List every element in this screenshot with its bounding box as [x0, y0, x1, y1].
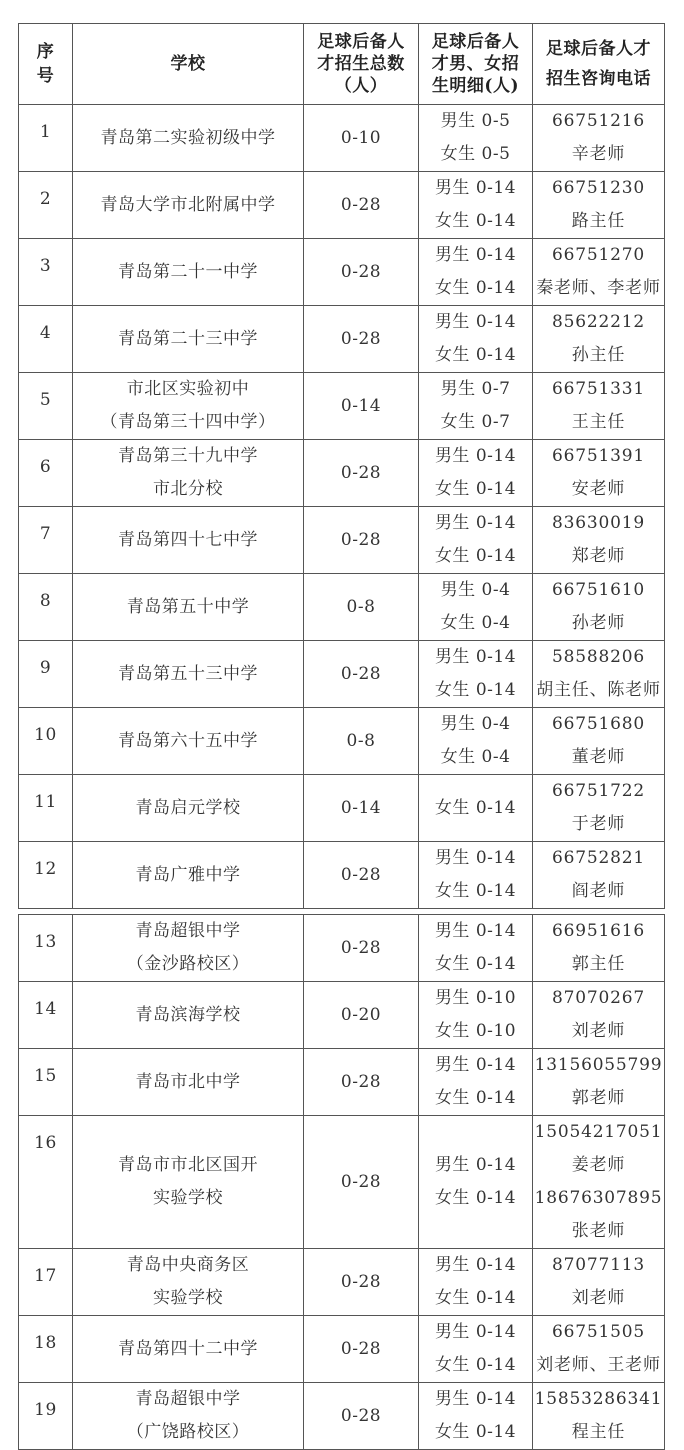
gender-quota: 女生 0-4 [440, 747, 511, 767]
school-name: 青岛第五十中学 [126, 596, 250, 617]
header-total: 足球后备人才招生总数（人） [304, 24, 419, 105]
gender-quota: 女生 0-14 [434, 1088, 517, 1108]
header-detail: 足球后备人才男、女招生明细(人) [419, 24, 533, 105]
total-cell: 0-28 [304, 1116, 419, 1249]
contact-line: 13156055799 [534, 1055, 663, 1075]
table-row [19, 842, 665, 909]
total-cell: 0-8 [304, 574, 419, 641]
gender-quota: 女生 0-14 [434, 1288, 517, 1308]
contact-line: 刘老师 [571, 1021, 626, 1041]
gender-quota: 男生 0-14 [434, 1255, 517, 1275]
detail-cell [419, 915, 533, 982]
school-name: 青岛大学市北附属中学 [100, 194, 276, 215]
row-index: 18 [19, 1316, 73, 1383]
contact-line: 秦老师、李老师 [536, 278, 661, 298]
contact-line: 85622212 [552, 312, 645, 332]
gender-quota: 女生 0-14 [434, 680, 517, 700]
contact-cell [533, 1116, 665, 1249]
contact-line: 87077113 [552, 1255, 645, 1275]
row-index: 14 [19, 982, 73, 1049]
detail-cell [419, 982, 533, 1049]
gender-quota: 女生 0-10 [434, 1021, 517, 1041]
contact-line: 郭老师 [571, 1088, 626, 1108]
total-cell: 0-14 [304, 775, 419, 842]
gender-quota: 女生 0-14 [434, 479, 517, 499]
school-name: 市北分校 [153, 479, 223, 499]
contact-cell [533, 507, 665, 574]
gender-quota: 女生 0-14 [434, 345, 517, 365]
contact-line: 66751505 [552, 1322, 645, 1342]
school-cell [73, 373, 304, 440]
recruitment-table-part1 [18, 23, 665, 909]
header-contact: 足球后备人才招生咨询电话 [533, 24, 665, 105]
contact-cell [533, 775, 665, 842]
contact-line: 刘老师 [571, 1288, 626, 1308]
row-index: 16 [19, 1116, 73, 1249]
gender-quota: 女生 0-5 [440, 144, 511, 164]
contact-line: 王主任 [571, 412, 626, 432]
contact-cell [533, 440, 665, 507]
gender-quota: 男生 0-5 [440, 111, 511, 131]
school-name: 实验学校 [153, 1188, 223, 1208]
contact-line: 刘老师、王老师 [536, 1355, 661, 1375]
contact-cell [533, 1049, 665, 1116]
contact-line: 胡主任、陈老师 [536, 680, 661, 700]
total-cell: 0-28 [304, 1049, 419, 1116]
detail-cell [419, 105, 533, 172]
row-index: 8 [19, 574, 73, 641]
school-cell [73, 306, 304, 373]
detail-cell [419, 708, 533, 775]
school-cell [73, 641, 304, 708]
table-row [19, 507, 665, 574]
row-index: 7 [19, 507, 73, 574]
row-index: 2 [19, 172, 73, 239]
gender-quota: 男生 0-4 [440, 580, 511, 600]
total-cell: 0-8 [304, 708, 419, 775]
gender-quota: 男生 0-14 [434, 1389, 517, 1409]
header-index: 序号 [19, 24, 73, 105]
contact-line: 辛老师 [571, 144, 626, 164]
school-cell [73, 775, 304, 842]
contact-line: 15853286341 [534, 1389, 663, 1409]
table-body-2 [19, 915, 665, 1450]
gender-quota: 女生 0-14 [434, 211, 517, 231]
school-cell [73, 1383, 304, 1450]
gender-quota: 女生 0-14 [434, 881, 517, 901]
contact-line: 66751230 [552, 178, 645, 198]
school-name: 青岛第二十一中学 [118, 261, 258, 282]
row-index: 19 [19, 1383, 73, 1450]
gender-quota: 女生 0-4 [440, 613, 511, 633]
contact-line: 安老师 [571, 479, 626, 499]
school-name: 青岛广雅中学 [135, 864, 241, 885]
gender-quota: 男生 0-14 [434, 848, 517, 868]
gender-quota: 男生 0-14 [434, 921, 517, 941]
gender-quota: 男生 0-14 [434, 245, 517, 265]
detail-cell [419, 507, 533, 574]
gender-quota: 男生 0-14 [434, 1155, 517, 1175]
row-index: 3 [19, 239, 73, 306]
detail-cell [419, 440, 533, 507]
school-name: 青岛市市北区国开 [118, 1155, 258, 1175]
row-index: 1 [19, 105, 73, 172]
contact-cell [533, 239, 665, 306]
table-row [19, 440, 665, 507]
contact-line: 66751391 [552, 446, 645, 466]
table-row [19, 172, 665, 239]
row-index: 4 [19, 306, 73, 373]
contact-line: 66751680 [552, 714, 645, 734]
detail-cell [419, 1049, 533, 1116]
contact-line: 程主任 [571, 1422, 626, 1442]
contact-cell [533, 1249, 665, 1316]
table-row [19, 306, 665, 373]
gender-quota: 男生 0-7 [440, 379, 511, 399]
gender-quota: 男生 0-14 [434, 178, 517, 198]
school-cell [73, 105, 304, 172]
contact-line: 路主任 [571, 211, 626, 231]
row-index: 10 [19, 708, 73, 775]
contact-line: 87070267 [552, 988, 645, 1008]
school-name: （广饶路校区） [126, 1422, 250, 1442]
header-row [19, 24, 665, 105]
gender-quota: 女生 0-14 [434, 1188, 517, 1208]
contact-cell [533, 172, 665, 239]
gender-quota: 男生 0-14 [434, 1055, 517, 1075]
school-name: 青岛第四十二中学 [118, 1338, 258, 1359]
detail-cell [419, 306, 533, 373]
gender-quota: 女生 0-7 [440, 412, 511, 432]
total-cell: 0-28 [304, 641, 419, 708]
table-row [19, 239, 665, 306]
school-name: 青岛第六十五中学 [118, 730, 258, 751]
school-name: 青岛第三十九中学 [118, 446, 258, 466]
contact-cell [533, 306, 665, 373]
total-cell: 0-28 [304, 842, 419, 909]
school-cell [73, 172, 304, 239]
table-row [19, 1316, 665, 1383]
school-name: 青岛第二十三中学 [118, 328, 258, 349]
contact-line: 郭主任 [571, 954, 626, 974]
detail-cell [419, 1249, 533, 1316]
school-cell [73, 440, 304, 507]
row-index: 6 [19, 440, 73, 507]
gender-quota: 男生 0-14 [434, 513, 517, 533]
row-index: 13 [19, 915, 73, 982]
table-row [19, 105, 665, 172]
table-body-1 [19, 105, 665, 909]
total-cell: 0-28 [304, 239, 419, 306]
school-name: 青岛中央商务区 [126, 1255, 250, 1275]
school-name: 青岛启元学校 [135, 797, 241, 818]
table-row [19, 641, 665, 708]
school-name: 市北区实验初中 [126, 379, 250, 399]
gender-quota: 男生 0-14 [434, 1322, 517, 1342]
total-cell: 0-28 [304, 1249, 419, 1316]
table-row [19, 1383, 665, 1450]
gender-quota: 女生 0-14 [434, 1422, 517, 1442]
row-index: 5 [19, 373, 73, 440]
school-name: 青岛第二实验初级中学 [100, 127, 276, 148]
contact-line: 董老师 [571, 747, 626, 767]
contact-line: 18676307895 [534, 1188, 663, 1208]
school-name: 青岛第四十七中学 [118, 529, 258, 550]
total-cell: 0-28 [304, 172, 419, 239]
total-cell: 0-28 [304, 1383, 419, 1450]
contact-line: 66951616 [552, 921, 645, 941]
detail-cell [419, 1116, 533, 1249]
school-cell [73, 1116, 304, 1249]
gender-quota: 女生 0-14 [434, 278, 517, 298]
contact-cell [533, 373, 665, 440]
row-index: 9 [19, 641, 73, 708]
gender-quota: 女生 0-14 [434, 1355, 517, 1375]
school-cell [73, 708, 304, 775]
gender-quota: 男生 0-14 [434, 446, 517, 466]
table-row [19, 1049, 665, 1116]
detail-cell [419, 373, 533, 440]
gender-quota: 男生 0-14 [434, 647, 517, 667]
school-cell [73, 915, 304, 982]
contact-cell [533, 708, 665, 775]
school-name: 实验学校 [153, 1288, 223, 1308]
school-cell [73, 842, 304, 909]
school-cell [73, 1249, 304, 1316]
contact-line: 张老师 [571, 1221, 626, 1241]
school-cell [73, 574, 304, 641]
table-row [19, 1249, 665, 1316]
row-index: 11 [19, 775, 73, 842]
table-row [19, 708, 665, 775]
school-cell [73, 982, 304, 1049]
detail-cell [419, 239, 533, 306]
table-row [19, 775, 665, 842]
table-row [19, 373, 665, 440]
contact-line: 孙主任 [571, 345, 626, 365]
total-cell: 0-20 [304, 982, 419, 1049]
contact-line: 姜老师 [571, 1155, 626, 1175]
contact-line: 83630019 [552, 513, 645, 533]
contact-line: 郑老师 [571, 546, 626, 566]
school-name: （金沙路校区） [126, 954, 250, 974]
detail-cell [419, 574, 533, 641]
school-name: 青岛第五十三中学 [118, 663, 258, 684]
contact-line: 66751722 [552, 781, 645, 801]
contact-cell [533, 105, 665, 172]
detail-cell [419, 842, 533, 909]
contact-cell [533, 574, 665, 641]
row-index: 17 [19, 1249, 73, 1316]
total-cell: 0-14 [304, 373, 419, 440]
gender-quota: 男生 0-14 [434, 312, 517, 332]
header-school: 学校 [73, 24, 304, 105]
school-name: 青岛超银中学 [135, 921, 241, 941]
contact-line: 66752821 [552, 848, 645, 868]
table-row [19, 982, 665, 1049]
table-row [19, 574, 665, 641]
detail-cell [419, 172, 533, 239]
school-name: （青岛第三十四中学） [100, 412, 276, 432]
total-cell: 0-28 [304, 306, 419, 373]
contact-cell [533, 982, 665, 1049]
contact-cell [533, 1316, 665, 1383]
contact-line: 阎老师 [571, 881, 626, 901]
contact-cell [533, 1383, 665, 1450]
contact-line: 66751610 [552, 580, 645, 600]
school-name: 青岛滨海学校 [135, 1004, 241, 1025]
school-name: 青岛市北中学 [135, 1071, 241, 1092]
detail-cell [419, 1383, 533, 1450]
table-row [19, 1116, 665, 1249]
school-cell [73, 239, 304, 306]
gender-quota: 女生 0-14 [434, 797, 517, 818]
contact-line: 66751216 [552, 111, 645, 131]
gender-quota: 女生 0-14 [434, 954, 517, 974]
contact-line: 66751331 [552, 379, 645, 399]
row-index: 12 [19, 842, 73, 909]
school-cell [73, 507, 304, 574]
contact-line: 于老师 [571, 814, 626, 834]
school-name: 青岛超银中学 [135, 1389, 241, 1409]
contact-line: 孙老师 [571, 613, 626, 633]
total-cell: 0-10 [304, 105, 419, 172]
gender-quota: 女生 0-14 [434, 546, 517, 566]
contact-cell [533, 842, 665, 909]
detail-cell [419, 641, 533, 708]
total-cell: 0-28 [304, 507, 419, 574]
total-cell: 0-28 [304, 440, 419, 507]
gender-quota: 男生 0-4 [440, 714, 511, 734]
contact-line: 58588206 [552, 647, 645, 667]
total-cell: 0-28 [304, 1316, 419, 1383]
detail-cell [419, 775, 533, 842]
contact-cell [533, 641, 665, 708]
total-cell: 0-28 [304, 915, 419, 982]
recruitment-table-part2 [18, 914, 665, 1450]
school-cell [73, 1049, 304, 1116]
contact-cell [533, 915, 665, 982]
row-index: 15 [19, 1049, 73, 1116]
contact-line: 66751270 [552, 245, 645, 265]
contact-line: 15054217051 [534, 1122, 663, 1142]
table-row [19, 915, 665, 982]
gender-quota: 男生 0-10 [434, 988, 517, 1008]
school-cell [73, 1316, 304, 1383]
detail-cell [419, 1316, 533, 1383]
